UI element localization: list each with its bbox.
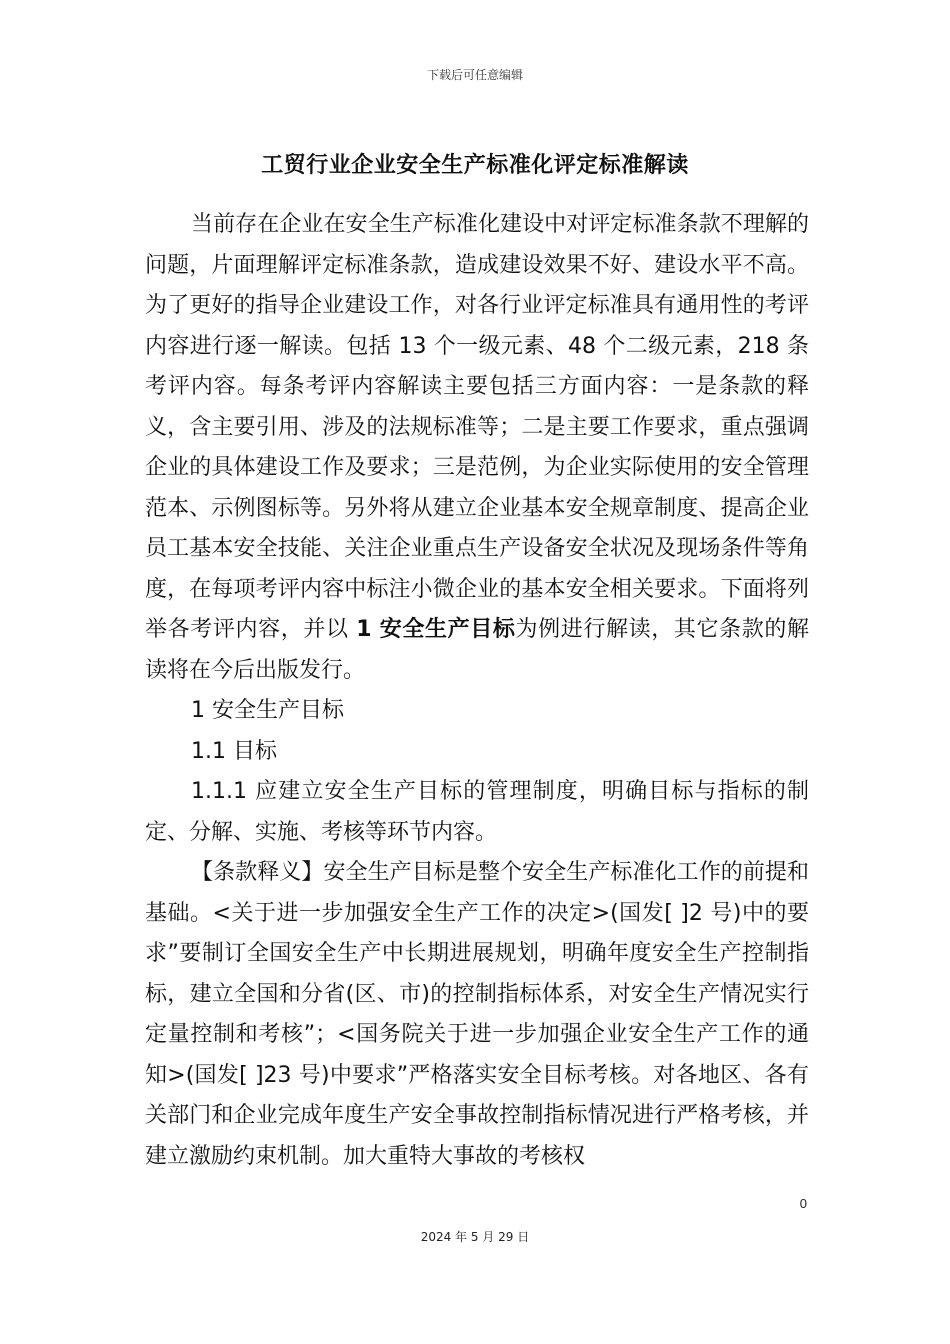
intro-bold-text: 1 安全生产目标 <box>356 617 516 642</box>
intro-text-1: 当前存在企业在安全生产标准化建设中对评定标准条款不理解的问题，片面理解评定标准条款，造成建设效果不好、建设水平不高。为了更好的指导企业建设工作，对各行业评定标准具有通用性的考评内容进行逐一解读。包括 13 个一级元素、48 个二级元素，218 条考评内容。每条考评内容解读主要包括三方面内容：一是条款的释义，含主要引用、涉及的法规标准等；二是主要工作要求，重点强调企业的具体建设工作及要求；三是范例，为企业实际使用的安全管理范本、示例图标等。另外将从建立企业基本安全规章制度、提高企业员工基本安全技能、关注企业重点生产设备安全状况及现场条件等角度，在每项考评内容中标注小微企业的基本安全相关要求。下面将列举各考评内容，并以 <box>145 212 809 642</box>
intro-text-2: 为例进行解读，其它条款的解读将在今后出版发行。 <box>145 617 810 683</box>
document-body <box>145 205 809 1177</box>
section-heading: 1 安全生产目标 <box>191 698 344 723</box>
clause-paragraph: 1.1.1 应建立安全生产目标的管理制度，明确目标与指标的制定、分解、实施、考核等环节内容。 <box>145 779 809 845</box>
explanation-paragraph: 【条款释义】安全生产目标是整个安全生产标准化工作的前提和基础。<关于进一步加强安全生产工作的决定>(国发[ ]2 号)中的要求”要制订全国安全生产中长期进展规划，明确年度安全生产控制指标，建立全国和分省(区、市)的控制指标体系，对安全生产情况实行定量控制和考核”；<国务院关于进一步加强企业安全生产工作的通知>(国发[ ]23 号)中要求”严格落实安全目标考核。对各地区、各有关部门和企业完成年度生产安全事故控制指标情况进行严格考核，并建立激励约束机制。加大重特大事故的考核权 <box>145 860 809 1169</box>
document-title: 工贸行业企业安全生产标准化评定标准解读 <box>261 153 689 178</box>
header-note: 下载后可任意编辑 <box>426 68 523 82</box>
footer-date: 2024 年 5 月 29 日 <box>420 1230 530 1244</box>
page-number: 0 <box>799 1196 807 1211</box>
intro-paragraph <box>145 205 809 691</box>
subsection-heading: 1.1 目标 <box>191 738 277 764</box>
